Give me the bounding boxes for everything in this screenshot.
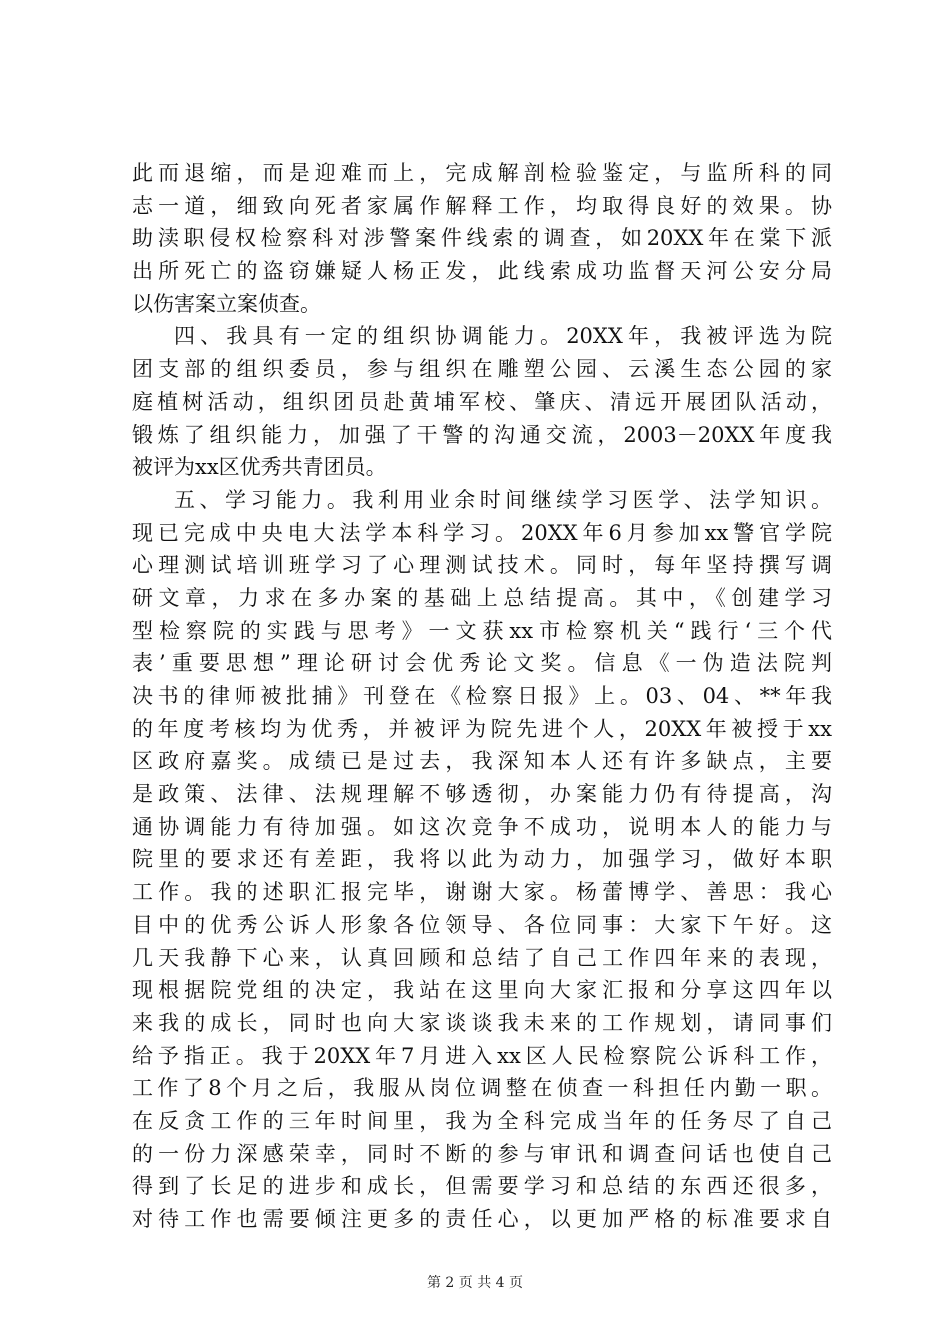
text-line: 庭植树活动，组织团员赴黄埔军校、肇庆、清远开展团队活动， [132,389,832,414]
text-line: 区政府嘉奖。成绩已是过去，我深知本人还有许多缺点，主要 [132,749,832,774]
text-line: 出所死亡的盗窃嫌疑人杨正发，此线索成功监督天河公安分局 [132,259,832,284]
text-line: 的一份力深感荣幸，同时不断的参与审讯和调查问话也使自己 [132,1141,832,1166]
text-line: 通协调能力有待加强。如这次竞争不成功，说明本人的能力与 [132,814,832,839]
page-footer: 第 2 页 共 4 页 [426,1275,524,1291]
text-line: 锻炼了组织能力，加强了干警的沟通交流，2003－20XX年度我 [132,422,832,447]
text-line: 以伤害案立案侦查。 [132,291,321,316]
text-line: 四、我具有一定的组织协调能力。20XX年，我被评选为院 [174,324,832,349]
text-line: 给予指正。我于20XX年7月进入xx区人民检察院公诉科工作， [132,1043,832,1068]
text-line: 现已完成中央电大法学本科学习。20XX年6月参加xx警官学院 [132,520,832,545]
text-line: 现根据院党组的决定，我站在这里向大家汇报和分享这四年以 [132,978,832,1003]
text-line: 工作。我的述职汇报完毕，谢谢大家。杨蕾博学、善思：我心 [132,880,832,905]
text-line: 来我的成长，同时也向大家谈谈我未来的工作规划，请同事们 [132,1010,832,1035]
text-line: 得到了长足的进步和成长，但需要学习和总结的东西还很多， [132,1174,832,1199]
text-line: 表’重要思想”理论研讨会优秀论文奖。信息《一伪造法院判 [132,651,832,676]
text-line: 在反贪工作的三年时间里，我为全科完成当年的任务尽了自己 [132,1108,832,1133]
text-line: 是政策、法律、法规理解不够透彻，办案能力仍有待提高，沟 [132,782,832,807]
text-line: 的年度考核均为优秀，并被评为院先进个人，20XX年被授于xx [132,716,832,741]
text-line: 此而退缩，而是迎难而上，完成解剖检验鉴定，与监所科的同 [132,161,832,185]
text-line: 几天我静下心来，认真回顾和总结了自己工作四年来的表现， [132,945,832,970]
text-line: 院里的要求还有差距，我将以此为动力，加强学习，做好本职 [132,847,832,872]
text-line: 目中的优秀公诉人形象各位领导、各位同事：大家下午好。这 [132,912,832,937]
text-line: 研文章，力求在多办案的基础上总结提高。其中，《创建学习 [132,585,832,610]
text-line: 工作了8个月之后，我服从岗位调整在侦查一科担任内勤一职。 [132,1076,832,1101]
text-line: 型检察院的实践与思考》一文获xx市检察机关“践行‘三个代 [132,618,832,643]
body-text [132,157,832,1236]
text-line: 心理测试培训班学习了心理测试技术。同时，每年坚持撰写调 [132,553,832,578]
text-line: 对待工作也需要倾注更多的责任心，以更加严格的标准要求自 [132,1207,832,1231]
text-line: 助渎职侵权检察科对涉警案件线索的调查，如20XX年在棠下派 [132,226,832,251]
text-line: 决书的律师被批捕》刊登在《检察日报》上。03、04、**年我 [132,684,832,708]
text-line: 志一道，细致向死者家属作解释工作，均取得良好的效果。协 [132,193,832,218]
text-line: 团支部的组织委员，参与组织在雕塑公园、云溪生态公园的家 [132,357,832,382]
text-line: 被评为xx区优秀共青团员。 [132,455,387,480]
text-line: 五、学习能力。我利用业余时间继续学习医学、法学知识。 [174,487,832,512]
